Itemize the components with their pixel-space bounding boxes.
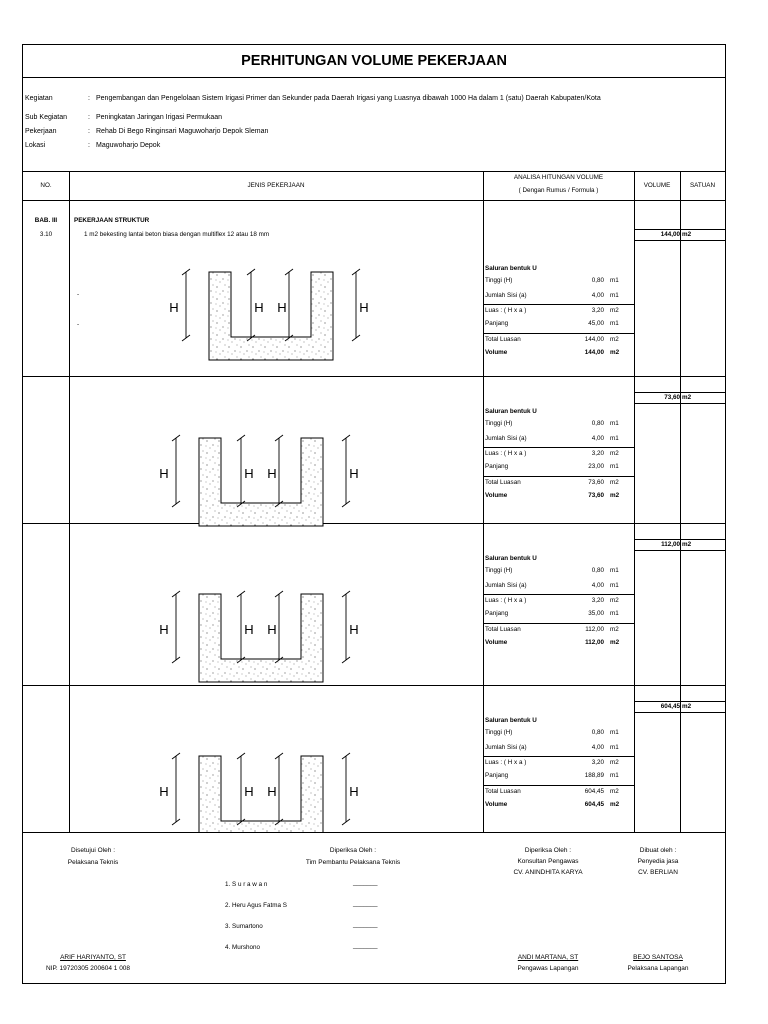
height-label: H (267, 784, 277, 799)
calc-section-4 (484, 685, 725, 832)
volume-value: 112,00 (661, 541, 680, 548)
sig-disetujui-name: ARIF HARIYANTO, ST (60, 954, 126, 961)
calc-row-volume: Volume 604,45 m2 (485, 801, 620, 808)
info-value-lokasi: Maguwoharjo Depok (96, 142, 161, 149)
height-label: H (359, 300, 369, 315)
calc-area (484, 200, 725, 832)
info-value-sub-kegiatan: Peningkatan Jaringan Irigasi Permukaan (96, 114, 223, 121)
sig-konsultan-1: Diperiksa Oleh : (524, 847, 572, 854)
calc-row-jumlah-sisi: Jumlah Sisi (a) 4,00 m1 (485, 582, 619, 589)
info-label-pekerjaan: Pekerjaan (25, 128, 57, 135)
header-jenis: JENIS PEKERJAAN (247, 182, 305, 189)
sig-dibuat-name: BEJO SANTOSA (633, 954, 683, 961)
info-colon: : (88, 142, 90, 149)
height-label: H (267, 622, 277, 637)
sig-tim-line-1: _______ (353, 879, 378, 886)
sig-disetujui-nip: NIP. 19720305 200604 1 008 (45, 965, 131, 972)
height-label: H (169, 300, 179, 315)
sig-disetujui-1: Disetujui Oleh : (70, 847, 116, 854)
header-no: NO. (40, 182, 52, 189)
volume-box (634, 229, 726, 241)
calc-row-tinggi: Tinggi (H) 0,80 m1 (485, 567, 619, 574)
sig-tim-member-1: 1. S u r a w a n (225, 881, 268, 888)
sig-konsultan-3: CV. ANINDHITA KARYA (513, 869, 583, 876)
calc-row-volume: Volume 144,00 m2 (485, 349, 620, 356)
calc-section-2 (484, 376, 725, 523)
document-page (22, 44, 726, 984)
calc-section-1 (484, 200, 725, 376)
sig-tim-line-4: _______ (353, 942, 378, 949)
calc-row-luas: Luas : ( H x a ) 3,20 m2 (484, 756, 634, 771)
height-label: H (244, 622, 254, 637)
sig-tim-line-3: _______ (353, 921, 378, 928)
calc-row-tinggi: Tinggi (H) 0,80 m1 (485, 277, 619, 284)
sig-tim-line-2: _______ (353, 900, 378, 907)
item-dash: - (77, 291, 80, 298)
calc-row-volume: Volume 112,00 m2 (485, 639, 620, 646)
volume-box (634, 392, 726, 404)
sig-tim-member-4: 4. Murshono (225, 944, 261, 951)
height-label: H (349, 466, 359, 481)
calc-row-panjang: Panjang 35,00 m1 (485, 610, 619, 617)
calc-row-total: Total Luasan 604,45 m2 (484, 785, 634, 800)
sig-tim-1: Diperiksa Oleh : (329, 847, 377, 854)
calc-row-total: Total Luasan 112,00 m2 (484, 623, 634, 638)
sig-konsultan-2: Konsultan Pengawas (517, 858, 579, 865)
info-label-kegiatan: Kegiatan (25, 95, 53, 102)
header-analisa-1: ANALISA HITUNGAN VOLUME (513, 174, 604, 181)
volume-value: 604,45 (660, 703, 680, 710)
item-description: 1 m2 bekesting lantai beton biasa dengan multiflex 12 atau 18 mm (84, 231, 270, 238)
calc-row-total: Total Luasan 73,60 m2 (484, 476, 634, 491)
calc-row-tinggi: Tinggi (H) 0,80 m1 (485, 420, 619, 427)
calc-section-3 (484, 523, 725, 685)
calc-row-jumlah-sisi: Jumlah Sisi (a) 4,00 m1 (485, 292, 619, 299)
height-label: H (159, 466, 169, 481)
info-label-sub-kegiatan: Sub Kegiatan (25, 114, 68, 121)
item-bab: BAB. III (34, 217, 58, 224)
volume-unit: m2 (682, 394, 692, 401)
sig-konsultan-role: Pengawas Lapangan (517, 965, 579, 972)
height-label: H (159, 622, 169, 637)
calc-heading: Saluran bentuk U (485, 555, 537, 562)
item-dash: - (77, 321, 80, 328)
calc-row-panjang: Panjang 45,00 m1 (485, 320, 619, 327)
info-label-lokasi: Lokasi (25, 142, 46, 149)
sig-tim-member-2: 2. Heru Agus Fatma S (225, 902, 287, 909)
sig-disetujui-2: Pelaksana Teknis (67, 859, 119, 866)
sig-tim-2: Tim Pembantu Pelaksana Teknis (305, 859, 401, 866)
calc-heading: Saluran bentuk U (485, 408, 537, 415)
calc-row-tinggi: Tinggi (H) 0,80 m1 (485, 729, 619, 736)
info-colon: : (88, 128, 90, 135)
calc-row-total: Total Luasan 144,00 m2 (484, 333, 634, 348)
calc-row-jumlah-sisi: Jumlah Sisi (a) 4,00 m1 (485, 435, 619, 442)
height-label: H (349, 622, 359, 637)
height-label: H (277, 300, 287, 315)
volume-value: 144,00 (660, 231, 680, 238)
diagram-group (159, 269, 368, 832)
info-value-pekerjaan: Rehab Di Bego Ringinsari Maguwoharjo Depok Sleman (96, 128, 269, 135)
calc-row-luas: Luas : ( H x a ) 3,20 m2 (484, 304, 634, 319)
u-channel-diagram-4 (159, 753, 358, 832)
calc-row-luas: Luas : ( H x a ) 3,20 m2 (484, 447, 634, 462)
height-label: H (349, 784, 359, 799)
calc-row-panjang: Panjang 23,00 m1 (485, 463, 619, 470)
header-analisa-2: ( Dengan Rumus / Formula ) (518, 187, 599, 194)
calc-row-luas: Luas : ( H x a ) 3,20 m2 (484, 594, 634, 609)
height-label: H (254, 300, 264, 315)
u-channel-diagram-2 (159, 435, 358, 526)
u-channel-diagrams (69, 200, 483, 832)
calc-heading: Saluran bentuk U (485, 265, 537, 272)
signature-block (23, 833, 725, 983)
info-colon: : (88, 114, 90, 121)
calc-heading: Saluran bentuk U (485, 717, 537, 724)
item-number: 3.10 (39, 231, 53, 238)
volume-unit: m2 (682, 541, 692, 548)
title-divider (23, 77, 725, 78)
sig-konsultan-name: ANDI MARTANA, ST (517, 954, 579, 961)
calc-row-panjang: Panjang 188,89 m1 (485, 772, 619, 779)
volume-unit: m2 (682, 231, 692, 238)
volume-unit: m2 (682, 703, 692, 710)
info-block (23, 93, 725, 155)
sig-tim-member-3: 3. Sumartono (225, 923, 263, 930)
header-satuan: SATUAN (689, 182, 716, 189)
volume-box (634, 539, 726, 551)
info-value-kegiatan: Pengembangan dan Pengelolaan Sistem Irigasi Primer dan Sekunder pada Daerah Irigasi yang Luasnya dibawah 1000 Ha dalam 1 (satu) Daerah Kabupaten/Kota (96, 95, 601, 102)
header-volume: VOLUME (643, 182, 671, 189)
calc-row-jumlah-sisi: Jumlah Sisi (a) 4,00 m1 (485, 744, 619, 751)
calc-row-volume: Volume 73,60 m2 (485, 492, 620, 499)
height-label: H (244, 466, 254, 481)
sig-dibuat-2: Penyedia jasa (637, 858, 679, 865)
height-label: H (267, 466, 277, 481)
volume-value: 73,60 (664, 394, 680, 401)
info-colon: : (88, 95, 90, 102)
item-bab-title: PEKERJAAN STRUKTUR (74, 217, 150, 224)
document-title: PERHITUNGAN VOLUME PEKERJAAN (241, 53, 507, 69)
sig-dibuat-role: Pelaksana Lapangan (627, 965, 689, 972)
u-channel-diagram-3 (159, 591, 358, 682)
height-label: H (244, 784, 254, 799)
sig-dibuat-3: CV. BERLIAN (638, 869, 678, 876)
height-label: H (159, 784, 169, 799)
sig-dibuat-1: Dibuat oleh : (639, 847, 677, 854)
u-channel-diagram-1 (169, 269, 368, 360)
volume-box (634, 701, 726, 713)
